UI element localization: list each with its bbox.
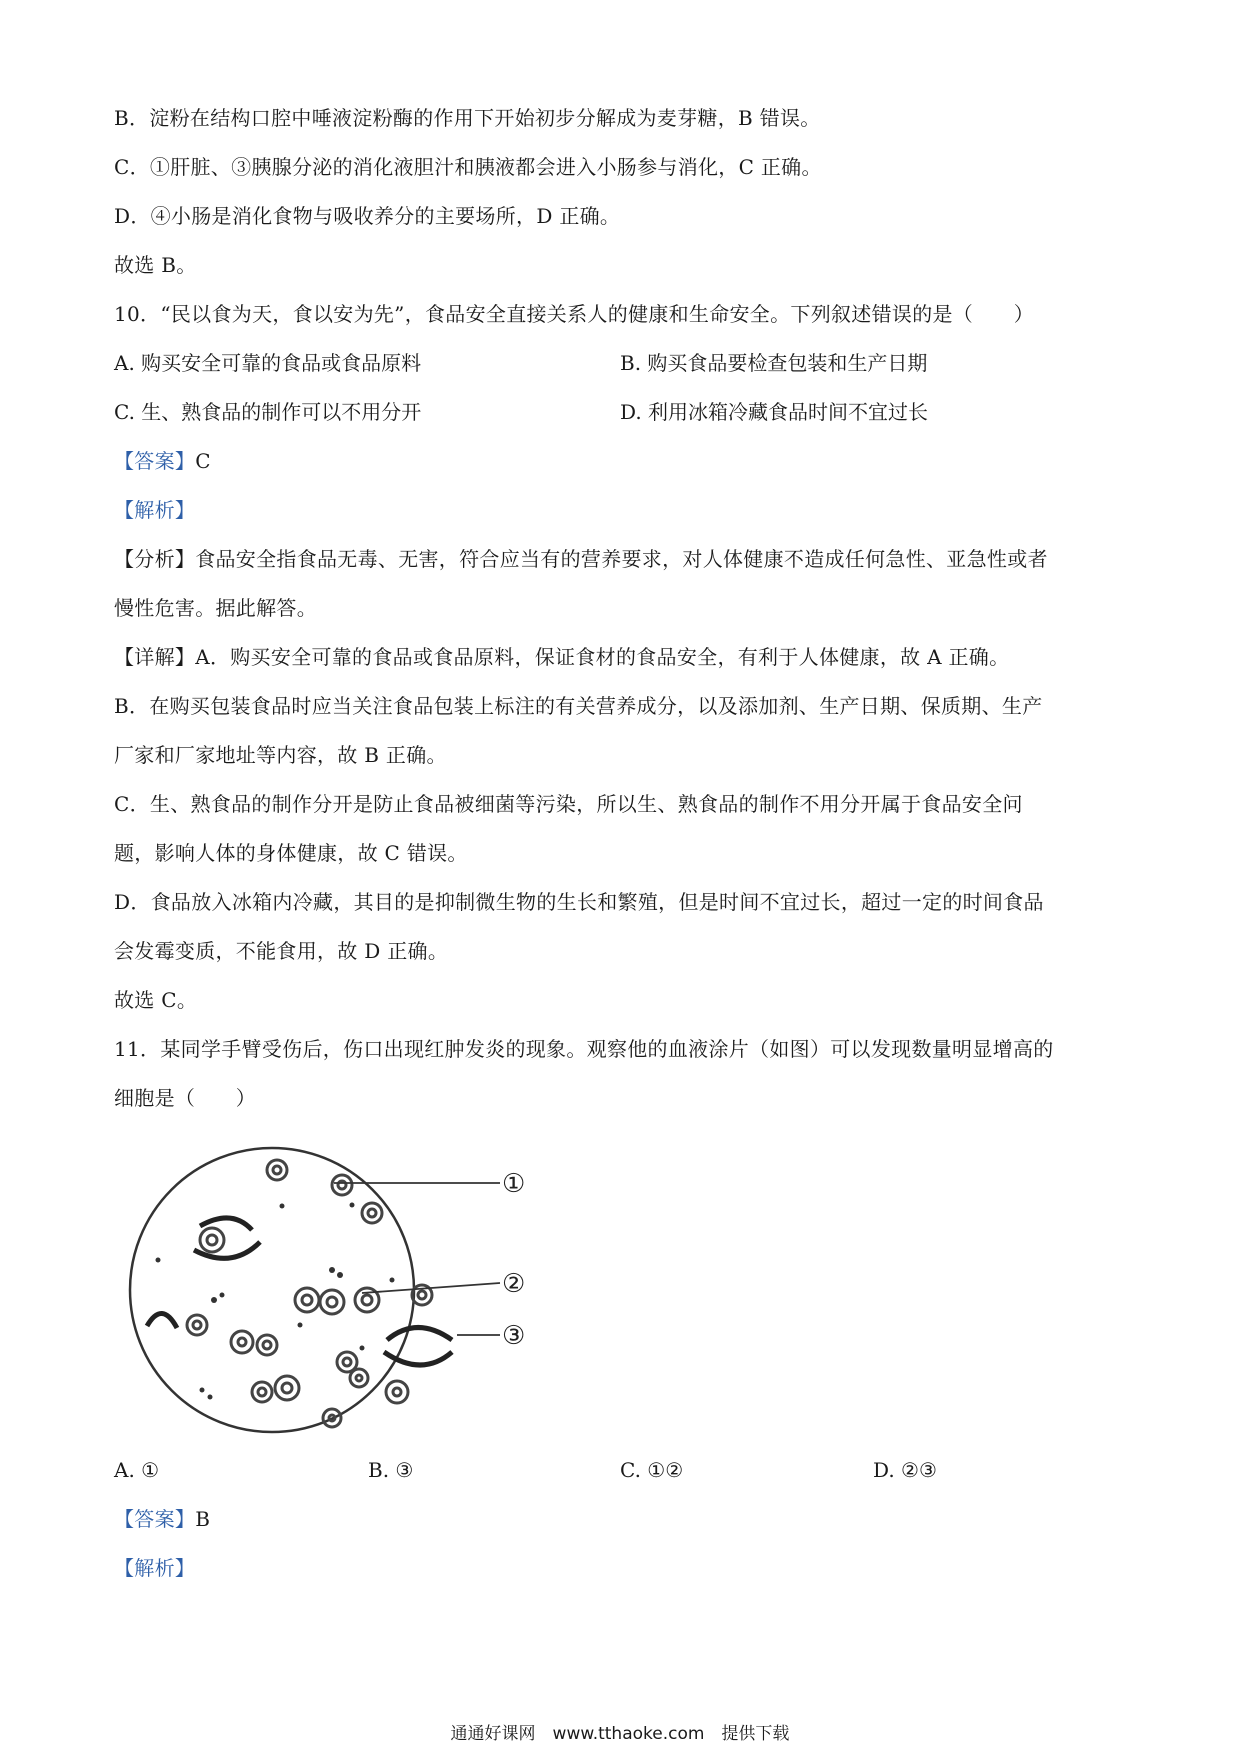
q10-detail-d-1: D．食品放入冰箱内冷藏，其目的是抑制微生物的生长和繁殖，但是时间不宜过长，超过一定的时间食品 <box>114 890 1044 914</box>
fenxi-label: 【分析】 <box>114 547 196 571</box>
label-2: ② <box>502 1269 526 1299</box>
prev-option-b-explanation: B．淀粉在结构口腔中唾液淀粉酶的作用下开始初步分解成为麦芽糖，B 错误。 <box>114 106 821 130</box>
detail-label: 【详解】 <box>114 645 196 669</box>
prev-option-c-explanation: C．①肝脏、③胰腺分泌的消化液胆汁和胰液都会进入小肠参与消化，C 正确。 <box>114 155 822 179</box>
q10-option-c: C. 生、熟食品的制作可以不用分开 <box>114 400 422 424</box>
detail-a-text: A．购买安全可靠的食品或食品原料，保证食材的食品安全，有利于人体健康，故 A 正确。 <box>195 645 1010 669</box>
q10-option-b: B. 购买食品要检查包装和生产日期 <box>620 351 928 375</box>
page-footer: 通通好课网 www.tthaoke.com 提供下载 <box>450 1724 790 1744</box>
q10-fenxi-line-1 <box>114 544 1048 574</box>
q10-conclusion: 故选 C。 <box>114 988 198 1012</box>
question-10-stem: 10．“民以食为天，食以安为先”，食品安全直接关系人的健康和生命安全。下列叙述错误的是（ ） <box>114 302 1034 326</box>
question-11-stem-1: 11．某同学手臂受伤后，伤口出现红肿发炎的现象。观察他的血液涂片（如图）可以发现数量明显增高的 <box>114 1037 1054 1061</box>
q10-detail-d-2: 会发霉变质，不能食用，故 D 正确。 <box>114 939 449 963</box>
answer-label: 【答案】 <box>114 449 196 473</box>
label-1: ① <box>502 1169 526 1199</box>
q10-detail-b-1: B．在购买包装食品时应当关注食品包装上标注的有关营养成分，以及添加剂、生产日期、保质期、生产 <box>114 694 1043 718</box>
blood-smear-drawing <box>122 1130 542 1450</box>
analysis-label: 【解析】 <box>114 1556 196 1580</box>
question-11-stem-2: 细胞是（ ） <box>114 1086 257 1110</box>
q11-option-b: B. ③ <box>368 1458 414 1482</box>
q11-option-c: C. ①② <box>620 1458 684 1482</box>
q10-detail-b-2: 厂家和厂家地址等内容，故 B 正确。 <box>114 743 447 767</box>
q10-analysis-heading <box>114 495 195 525</box>
q10-detail-a <box>114 642 1009 672</box>
q11-answer <box>114 1504 210 1534</box>
q10-detail-c-1: C．生、熟食品的制作分开是防止食品被细菌等污染，所以生、熟食品的制作不用分开属于食品安全问 <box>114 792 1023 816</box>
q11-option-d: D. ②③ <box>873 1458 937 1482</box>
q11-analysis-heading <box>114 1553 195 1583</box>
answer-value: C <box>195 449 211 473</box>
q11-option-a: A. ① <box>114 1458 160 1482</box>
answer-value: B <box>195 1507 211 1531</box>
q10-option-a: A. 购买安全可靠的食品或食品原料 <box>114 351 422 375</box>
label-3: ③ <box>502 1321 526 1351</box>
prev-conclusion: 故选 B。 <box>114 253 197 277</box>
answer-label: 【答案】 <box>114 1507 196 1531</box>
q10-fenxi-line-2: 慢性危害。据此解答。 <box>114 596 317 620</box>
fenxi-text: 食品安全指食品无毒、无害，符合应当有的营养要求，对人体健康不造成任何急性、亚急性或者 <box>195 547 1048 571</box>
q10-answer <box>114 446 211 476</box>
q10-detail-c-2: 题，影响人体的身体健康，故 C 错误。 <box>114 841 468 865</box>
q10-option-d: D. 利用冰箱冷藏食品时间不宜过长 <box>620 400 929 424</box>
prev-option-d-explanation: D．④小肠是消化食物与吸收养分的主要场所，D 正确。 <box>114 204 621 228</box>
blood-smear-figure <box>122 1130 542 1450</box>
analysis-label: 【解析】 <box>114 498 196 522</box>
